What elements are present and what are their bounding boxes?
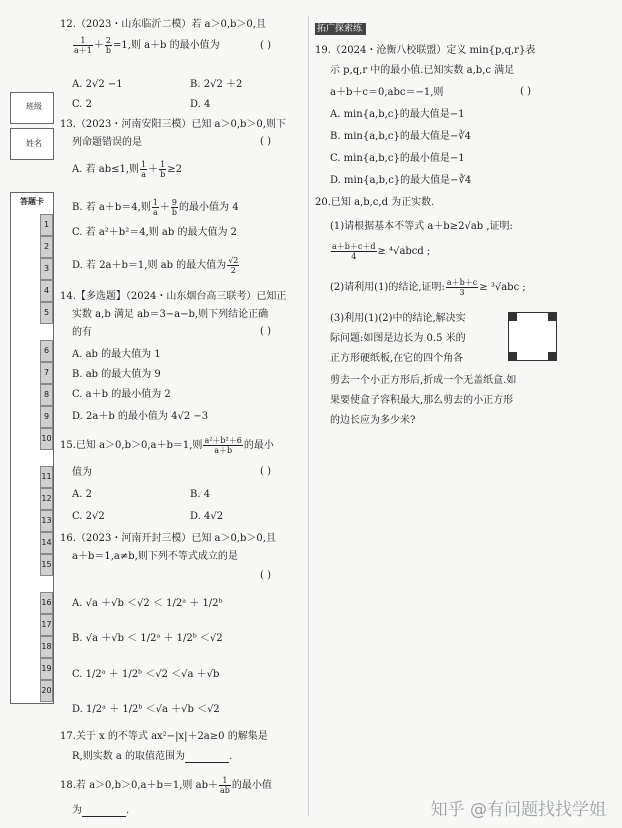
- q14-stem-3: 的有: [72, 327, 92, 338]
- q19-option-b: B. min{a,b,c}的最大值是−∛4: [330, 131, 471, 142]
- q13-stem-2: 列命题错误的是: [72, 137, 142, 148]
- answer-card-number: 11: [40, 466, 53, 488]
- q13-option-a: A. 若 ab≤1,则 $\frac{1}{a}$ ＋ $\frac{1}{b}$ ≥2: [72, 160, 183, 179]
- q14-stem-2: 实数 a,b 满足 ab＝3−a−b,则下列结论正确: [72, 309, 269, 320]
- q20-part-3-b: 际问题:如图是边长为 0.5 米的: [330, 333, 466, 344]
- answer-card-number: 18: [40, 636, 53, 658]
- q20-part-3-d: 剪去一个小正方形后,折成一个无盖纸盒.如: [330, 375, 517, 386]
- answer-blank[interactable]: [82, 806, 126, 817]
- answer-card-number: 14: [40, 532, 53, 554]
- fraction: $\frac{1}{a}$: [152, 198, 158, 217]
- column-divider: [308, 16, 309, 816]
- q12-option-c: C. 2: [72, 99, 93, 110]
- q17-line-1: 17.关于 x 的不等式 ax²−|x|＋2a≥0 的解集是: [60, 731, 268, 742]
- q16-stem: 16.（2023・河南开封三模）已知 a＞0,b＞0,且: [60, 533, 276, 544]
- answer-card-number: 16: [40, 592, 53, 614]
- q13-option-b: B. 若 a＋b＝4,则 $\frac{1}{a}$ ＋ $\frac{9}{b}$ 的最小值为 4: [72, 198, 239, 217]
- q20-part-3-c: 正方形硬纸板,在它的四个角各: [330, 353, 464, 364]
- fraction: $\frac{9}{b}$: [171, 198, 178, 217]
- q19-line-1: 19.（2024・沧衡八校联盟）定义 min{p,q,r}表: [315, 45, 536, 56]
- q19-option-d: D. min{a,b,c}的最大值是−∛4: [330, 175, 472, 186]
- q12-condition: $\frac{1}{a+1}$ ＋ $\frac{2}{b}$ =1,则 a＋b 的最小值为: [74, 36, 220, 55]
- q15-option-b: B. 4: [190, 489, 211, 500]
- answer-card-number: 7: [40, 362, 53, 384]
- answer-card-number: 10: [40, 428, 53, 450]
- q15-option-a: A. 2: [72, 489, 92, 500]
- answer-card-number: 2: [40, 236, 53, 258]
- cardboard-diagram: [508, 312, 557, 361]
- fraction: $\frac{√2}{2}$: [228, 256, 239, 275]
- q15-stem-2: 值为: [72, 467, 92, 478]
- q13-option-c: C. 若 a²＋b²＝4,则 ab 的最大值为 2: [72, 227, 238, 238]
- q14-option-c: C. a＋b 的最小值为 2: [72, 389, 171, 400]
- cut-corner: [509, 352, 517, 360]
- answer-card-number: 4: [40, 280, 53, 302]
- answer-card-number: 6: [40, 340, 53, 362]
- q12-option-a: A. 2√2 −1: [72, 79, 123, 90]
- q20-part-1-ineq: $\frac{a+b+c+d}{4}$ ≥ ⁴√abcd ;: [332, 242, 431, 261]
- q13-answer-paren[interactable]: ( ): [260, 136, 271, 147]
- q20-line-1: 20.已知 a,b,c,d 为正实数.: [315, 197, 435, 208]
- q20-part-2: (2)请利用(1)的结论,证明: $\frac{a+b+c}{3}$ ≥ ³√abc ;: [330, 278, 526, 297]
- fraction: $\frac{1}{b}$: [160, 160, 166, 179]
- answer-card-number: 15: [40, 554, 53, 576]
- q16-stem-2: a＋b＝1,a≠b,则下列不等式成立的是: [72, 551, 238, 562]
- q20-part-3-f: 的边长应为多少米?: [330, 415, 416, 426]
- q15-answer-paren[interactable]: ( ): [260, 466, 271, 477]
- answer-card-label: 答题卡: [20, 196, 44, 206]
- fraction: $\frac{a+b+c+d}{4}$: [332, 242, 376, 261]
- q14-stem: 14.【多选题】（2024・山东烟台高三联考）已知正: [60, 291, 287, 302]
- q18-line-1: 18.若 a＞0,b＞0,a＋b＝1,则 ab＋ $\frac{1}{ab}$ 的最小值: [60, 776, 272, 795]
- q14-answer-paren[interactable]: ( ): [260, 326, 271, 337]
- q19-option-a: A. min{a,b,c}的最大值是−1: [330, 109, 465, 120]
- q20-part-3-a: (3)利用(1)(2)中的结论,解决实: [330, 313, 466, 324]
- fraction: $\frac{1}{a}$: [141, 160, 147, 179]
- q16-option-d: D. 1/2ᵃ ＋ 1/2ᵇ ＜√a ＋√b ＜√2: [72, 704, 220, 715]
- q16-option-a: A. √a ＋√b ＜√2 ＜ 1/2ᵃ ＋ 1/2ᵇ: [72, 598, 223, 609]
- q12-answer-paren[interactable]: ( ): [260, 40, 271, 51]
- q16-option-c: C. 1/2ᵃ ＋ 1/2ᵇ ＜√2 ＜√a ＋√b: [72, 669, 220, 680]
- answer-card-number: 17: [40, 614, 53, 636]
- q15-option-d: D. 4√2: [190, 511, 224, 522]
- q19-line-2: 示 p,q,r 中的最小值.已知实数 a,b,c 满足: [330, 65, 515, 76]
- answer-card-number: 13: [40, 510, 53, 532]
- fraction: $\frac{2}{b}$: [105, 36, 111, 55]
- q17-line-2: R,则实数 a 的取值范围为 .: [72, 751, 233, 762]
- q13-option-d: D. 若 2a＋b＝1,则 ab 的最大值为 $\frac{√2}{2}$: [72, 256, 239, 275]
- q16-answer-paren[interactable]: ( ): [260, 570, 271, 581]
- q14-option-d: D. 2a＋b 的最小值为 4√2 −3: [72, 411, 209, 422]
- answer-card-number: 1: [40, 214, 53, 236]
- q16-option-b: B. √a ＋√b ＜ 1/2ᵃ ＋ 1/2ᵇ ＜√2: [72, 633, 223, 644]
- class-label: 班级: [26, 102, 42, 111]
- cut-corner: [509, 313, 517, 321]
- answer-blank[interactable]: [185, 752, 229, 763]
- q19-option-c: C. min{a,b,c}的最小值是−1: [330, 153, 465, 164]
- answer-card-number: 3: [40, 258, 53, 280]
- fraction: $\frac{1}{a+1}$: [74, 36, 92, 55]
- q18-line-2: 为 .: [72, 805, 130, 816]
- q12-stem: 12.（2023・山东临沂二模）若 a＞0,b＞0,且: [60, 19, 266, 30]
- q20-part-1: (1)请根据基本不等式 a＋b≥2√ab ,证明:: [330, 221, 513, 232]
- answer-card-number: 20: [40, 680, 53, 702]
- answer-card-number: 12: [40, 488, 53, 510]
- cut-corner: [548, 352, 556, 360]
- cut-corner: [548, 313, 556, 321]
- q19-line-3: a＋b＋c＝0,abc＝−1,则: [330, 87, 444, 98]
- fraction: $\frac{\text{a²＋b²＋6}}{a+b}$: [204, 436, 242, 455]
- q20-part-3-e: 果要使盒子容积最大,那么剪去的小正方形: [330, 395, 514, 406]
- watermark: 知乎 @有问题找找学姐: [430, 800, 606, 820]
- q15-stem: 15.已知 a＞0,b＞0,a＋b＝1,则 $\frac{\text{a²＋b²＋6}}{a+b}$ 的最小: [60, 436, 274, 455]
- fraction: $\frac{a+b+c}{3}$: [446, 278, 478, 297]
- q12-option-d: D. 4: [190, 99, 211, 110]
- q12-option-b: B. 2√2 ＋2: [190, 79, 243, 90]
- q13-stem: 13.（2023・河南安阳三模）已知 a＞0,b＞0,则下: [60, 119, 286, 130]
- name-label: 姓名: [26, 139, 42, 148]
- q15-option-c: C. 2√2: [72, 511, 105, 522]
- answer-card-number: 5: [40, 302, 53, 324]
- section-tag: 拓广探索练: [315, 23, 366, 35]
- q14-option-a: A. ab 的最大值为 1: [72, 349, 161, 360]
- answer-card-number: 19: [40, 658, 53, 680]
- q19-answer-paren[interactable]: ( ): [520, 86, 531, 97]
- answer-card-number: 8: [40, 384, 53, 406]
- fraction: $\frac{1}{ab}$: [219, 776, 230, 795]
- q14-option-b: B. ab 的最大值为 9: [72, 369, 161, 380]
- answer-card-number: 9: [40, 406, 53, 428]
